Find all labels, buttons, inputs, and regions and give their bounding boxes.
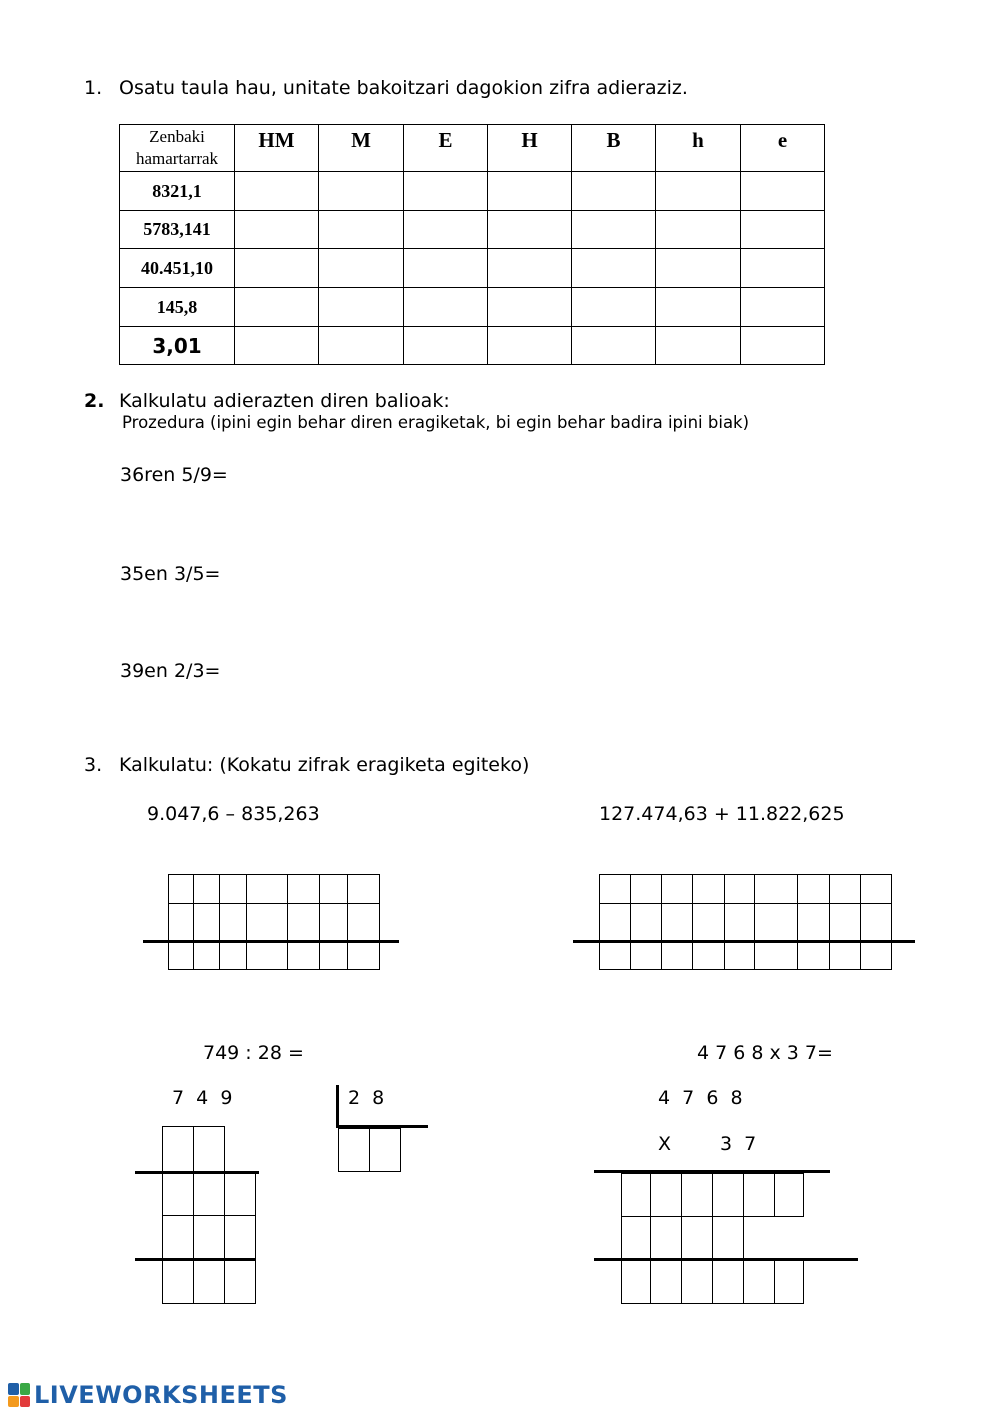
- q2-number: 2.: [84, 390, 105, 412]
- q2-item-2: 35en 3/5=: [120, 563, 221, 585]
- grid-cell[interactable]: [797, 874, 830, 904]
- division-dividend: 7 4 9: [172, 1087, 233, 1109]
- grid-cell[interactable]: [797, 903, 830, 942]
- answer-cell[interactable]: [656, 211, 741, 249]
- header-m: M: [319, 125, 404, 172]
- answer-cell[interactable]: [404, 211, 488, 249]
- grid-cell[interactable]: [860, 903, 892, 942]
- grid-cell[interactable]: [319, 903, 348, 942]
- grid-cell[interactable]: [319, 874, 348, 904]
- answer-cell[interactable]: [656, 327, 741, 365]
- units-table: [119, 124, 825, 365]
- grid-cell[interactable]: [712, 1216, 744, 1260]
- grid-cell[interactable]: [860, 941, 892, 970]
- answer-cell[interactable]: [235, 327, 319, 365]
- multiplication-x-sign: X: [658, 1133, 672, 1155]
- header-h-upper: H: [488, 125, 572, 172]
- header-hm: HM: [235, 125, 319, 172]
- grid-cell[interactable]: [224, 1172, 256, 1216]
- header-e-upper: E: [404, 125, 488, 172]
- answer-cell[interactable]: [488, 172, 572, 211]
- grid-cell[interactable]: [193, 903, 220, 942]
- grid-cell[interactable]: [661, 941, 693, 970]
- grid-cell[interactable]: [630, 874, 662, 904]
- answer-cell[interactable]: [572, 327, 656, 365]
- logo-icon: [8, 1383, 30, 1407]
- logo-text: LIVEWORKSHEETS: [34, 1381, 288, 1409]
- grid-cell[interactable]: [860, 874, 892, 904]
- grid-cell[interactable]: [621, 1260, 651, 1304]
- answer-cell[interactable]: [404, 172, 488, 211]
- answer-cell[interactable]: [235, 211, 319, 249]
- grid-cell[interactable]: [650, 1216, 682, 1260]
- grid-cell[interactable]: [692, 874, 725, 904]
- grid-cell[interactable]: [219, 941, 247, 970]
- grid-cell[interactable]: [246, 874, 288, 904]
- q2-item-1: 36ren 5/9=: [120, 464, 228, 486]
- grid-cell[interactable]: [712, 1173, 744, 1217]
- grid-cell[interactable]: [193, 1260, 225, 1304]
- grid-cell[interactable]: [743, 1173, 775, 1217]
- answer-cell[interactable]: [572, 211, 656, 249]
- grid-cell[interactable]: [743, 1260, 775, 1304]
- grid-cell[interactable]: [246, 941, 288, 970]
- answer-cell[interactable]: [656, 249, 741, 288]
- grid-cell[interactable]: [621, 1173, 651, 1217]
- grid-cell[interactable]: [168, 903, 194, 942]
- answer-cell[interactable]: [741, 172, 825, 211]
- grid-cell[interactable]: [369, 1128, 401, 1172]
- header-e-lower: e: [741, 125, 825, 172]
- grid-cell[interactable]: [621, 1216, 651, 1260]
- grid-cell[interactable]: [347, 903, 380, 942]
- header-decimal-line2: hamartarrak: [135, 149, 219, 168]
- q1-number: 1.: [84, 77, 103, 99]
- answer-cell[interactable]: [235, 172, 319, 211]
- grid-cell[interactable]: [681, 1260, 713, 1304]
- grid-cell[interactable]: [829, 941, 861, 970]
- subtraction-expression: 9.047,6 – 835,263: [147, 803, 320, 825]
- answer-cell[interactable]: [319, 211, 404, 249]
- grid-cell[interactable]: [224, 1215, 256, 1261]
- grid-cell[interactable]: [650, 1173, 682, 1217]
- grid-cell[interactable]: [168, 941, 194, 970]
- answer-cell[interactable]: [404, 288, 488, 327]
- q2-subtext: Prozedura (ipini egin behar diren eragiketak, bi egin behar badira ipini biak): [122, 413, 750, 432]
- grid-cell[interactable]: [287, 903, 320, 942]
- answer-cell[interactable]: [319, 327, 404, 365]
- grid-cell[interactable]: [599, 903, 631, 942]
- multiplication-top-number: 4 7 6 8: [658, 1087, 743, 1109]
- division-line-1: [135, 1171, 259, 1174]
- answer-cell[interactable]: [656, 172, 741, 211]
- grid-cell[interactable]: [681, 1216, 713, 1260]
- grid-cell[interactable]: [754, 874, 798, 904]
- answer-cell[interactable]: [656, 288, 741, 327]
- division-bracket-vertical: [336, 1085, 339, 1128]
- answer-cell[interactable]: [488, 327, 572, 365]
- multiplication-bottom-number: 3 7: [720, 1133, 757, 1155]
- grid-cell[interactable]: [162, 1126, 194, 1173]
- q3-number: 3.: [84, 754, 103, 776]
- answer-cell[interactable]: [404, 249, 488, 288]
- answer-cell[interactable]: [741, 288, 825, 327]
- grid-cell[interactable]: [754, 941, 798, 970]
- q1-instruction: Osatu taula hau, unitate bakoitzari dagokion zifra adieraziz.: [119, 77, 688, 99]
- grid-cell[interactable]: [754, 903, 798, 942]
- grid-cell[interactable]: [319, 941, 348, 970]
- answer-cell[interactable]: [572, 249, 656, 288]
- subtraction-line: [143, 940, 399, 943]
- grid-cell[interactable]: [692, 941, 725, 970]
- grid-cell[interactable]: [681, 1173, 713, 1217]
- answer-cell[interactable]: [404, 327, 488, 365]
- answer-cell[interactable]: [319, 172, 404, 211]
- addition-line: [573, 940, 915, 943]
- row-number: 3,01: [120, 327, 235, 365]
- grid-cell[interactable]: [193, 1126, 225, 1173]
- header-b: B: [572, 125, 656, 172]
- grid-cell[interactable]: [338, 1128, 370, 1172]
- grid-cell[interactable]: [287, 874, 320, 904]
- answer-cell[interactable]: [488, 249, 572, 288]
- q2-instruction: Kalkulatu adierazten diren balioak:: [119, 390, 450, 412]
- table-row: [120, 172, 825, 211]
- table-row: [120, 211, 825, 249]
- answer-cell[interactable]: [488, 288, 572, 327]
- q2-item-3: 39en 2/3=: [120, 660, 221, 682]
- row-number: 5783,141: [120, 211, 235, 249]
- answer-cell[interactable]: [572, 288, 656, 327]
- grid-cell[interactable]: [724, 941, 755, 970]
- grid-cell[interactable]: [347, 874, 380, 904]
- grid-cell[interactable]: [162, 1172, 194, 1216]
- answer-cell[interactable]: [741, 249, 825, 288]
- grid-cell[interactable]: [193, 1172, 225, 1216]
- division-expression: 749 : 28 =: [203, 1042, 304, 1064]
- answer-cell[interactable]: [741, 327, 825, 365]
- grid-cell[interactable]: [650, 1260, 682, 1304]
- grid-cell[interactable]: [712, 1260, 744, 1304]
- answer-cell[interactable]: [235, 288, 319, 327]
- grid-cell[interactable]: [661, 903, 693, 942]
- grid-cell[interactable]: [193, 874, 220, 904]
- answer-cell[interactable]: [319, 288, 404, 327]
- grid-cell[interactable]: [724, 903, 755, 942]
- grid-cell[interactable]: [162, 1260, 194, 1304]
- grid-cell[interactable]: [797, 941, 830, 970]
- q3-instruction: Kalkulatu: (Kokatu zifrak eragiketa egiteko): [119, 754, 530, 776]
- multiplication-expression: 4 7 6 8 x 3 7=: [697, 1042, 833, 1064]
- grid-cell[interactable]: [287, 941, 320, 970]
- grid-cell[interactable]: [599, 941, 631, 970]
- table-row: [120, 288, 825, 327]
- header-h-lower: h: [656, 125, 741, 172]
- grid-cell[interactable]: [774, 1260, 804, 1304]
- grid-cell[interactable]: [599, 874, 631, 904]
- grid-cell[interactable]: [219, 874, 247, 904]
- grid-cell[interactable]: [193, 1215, 225, 1261]
- grid-cell[interactable]: [661, 874, 693, 904]
- grid-cell[interactable]: [829, 874, 861, 904]
- table-row: [120, 327, 825, 365]
- answer-cell[interactable]: [488, 211, 572, 249]
- grid-cell[interactable]: [724, 874, 755, 904]
- row-number: 145,8: [120, 288, 235, 327]
- grid-cell[interactable]: [630, 941, 662, 970]
- grid-cell[interactable]: [692, 903, 725, 942]
- answer-cell[interactable]: [572, 172, 656, 211]
- row-number: 40.451,10: [120, 249, 235, 288]
- liveworksheets-logo: [8, 1381, 288, 1409]
- answer-cell[interactable]: [319, 249, 404, 288]
- table-row: [120, 249, 825, 288]
- grid-cell[interactable]: [246, 903, 288, 942]
- grid-cell[interactable]: [162, 1215, 194, 1261]
- header-decimal-line1: Zenbaki: [149, 127, 205, 146]
- answer-cell[interactable]: [741, 211, 825, 249]
- header-decimal-numbers: [120, 125, 235, 172]
- division-line-2: [135, 1258, 255, 1261]
- grid-cell[interactable]: [193, 941, 220, 970]
- grid-cell[interactable]: [630, 903, 662, 942]
- grid-cell[interactable]: [168, 874, 194, 904]
- grid-cell[interactable]: [224, 1260, 256, 1304]
- addition-expression: 127.474,63 + 11.822,625: [599, 803, 845, 825]
- grid-cell[interactable]: [774, 1173, 804, 1217]
- answer-cell[interactable]: [235, 249, 319, 288]
- grid-cell[interactable]: [219, 903, 247, 942]
- grid-cell[interactable]: [829, 903, 861, 942]
- grid-cell[interactable]: [347, 941, 380, 970]
- division-divisor: 2 8: [348, 1087, 385, 1109]
- row-number: 8321,1: [120, 172, 235, 211]
